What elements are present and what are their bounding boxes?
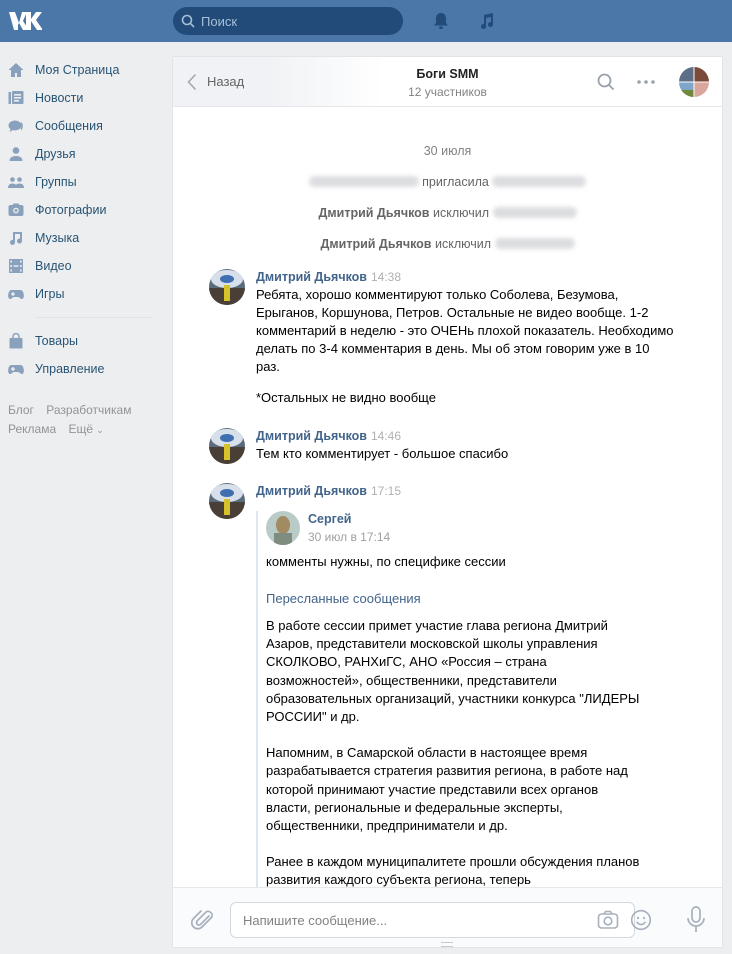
author-avatar[interactable] bbox=[209, 428, 245, 464]
sidebar-item-groups[interactable] bbox=[0, 168, 160, 196]
back-label: Назад bbox=[207, 74, 245, 89]
sidebar-item-label: Моя Страница bbox=[35, 63, 120, 77]
sidebar-item-label: Видео bbox=[35, 259, 72, 273]
nested-forwarded-text bbox=[266, 617, 646, 887]
more-icon[interactable] bbox=[635, 74, 657, 90]
sidebar-item-label: Музыка bbox=[35, 231, 80, 245]
forwarded-author[interactable]: Сергей bbox=[308, 512, 352, 526]
microphone-icon[interactable] bbox=[685, 906, 707, 934]
vk-logo-icon[interactable] bbox=[8, 9, 42, 33]
top-bar bbox=[0, 0, 732, 42]
author-avatar[interactable] bbox=[209, 483, 245, 519]
sidebar-item-label: Управление bbox=[35, 362, 105, 376]
message-paragraph: Тем кто комментирует - большое спасибо bbox=[256, 446, 509, 461]
message-text bbox=[256, 286, 676, 407]
message-time[interactable]: 14:46 bbox=[371, 429, 402, 443]
chat-window bbox=[172, 56, 723, 948]
message-author[interactable]: Дмитрий Дьячков bbox=[256, 429, 367, 443]
message-history[interactable] bbox=[173, 107, 722, 887]
service-actor[interactable]: Дмитрий Дьячков bbox=[320, 237, 432, 251]
footer-link-blog[interactable]: Блог bbox=[8, 403, 34, 417]
sidebar-item-label: Сообщения bbox=[35, 119, 103, 133]
bag-icon bbox=[8, 333, 24, 349]
sidebar-item-my-page[interactable] bbox=[0, 56, 160, 84]
paperclip-icon[interactable] bbox=[191, 908, 215, 932]
chevron-down-icon: ⌄ bbox=[96, 425, 104, 435]
date-separator: 30 июля bbox=[423, 144, 472, 158]
message-paragraph: Ребята, хорошо комментируют только Соболева, Безумова, Ерыганов, Коршунова, Петров. Остальные не видео вообще. 1-2 комментарий в неделю - это ОЧЕНь плохой показатель. Необходимо делать по 3-4 комментария в день. Мы об этом говорим уже в 10 раз. bbox=[256, 287, 674, 374]
forwarded-author-avatar[interactable] bbox=[266, 511, 300, 545]
message-input[interactable] bbox=[230, 902, 635, 938]
footer-link-more[interactable] bbox=[68, 422, 103, 436]
sidebar-footer bbox=[0, 401, 160, 440]
chat-avatar[interactable] bbox=[679, 67, 709, 97]
sidebar-item-label: Друзья bbox=[35, 147, 76, 161]
nested-forwarded-link[interactable]: Пересланные сообщения bbox=[266, 591, 421, 606]
home-icon bbox=[8, 62, 24, 78]
footer-link-ads[interactable]: Реклама bbox=[8, 422, 57, 436]
camera-icon bbox=[8, 202, 24, 218]
sidebar bbox=[0, 56, 160, 440]
sidebar-item-label: Группы bbox=[35, 175, 77, 189]
sidebar-item-music[interactable] bbox=[0, 224, 160, 252]
search-icon[interactable] bbox=[597, 73, 615, 91]
bell-icon[interactable] bbox=[431, 11, 451, 31]
nested-paragraph: Напомним, в Самарской области в настоящее время разрабатывается стратегия развития региона, в работе над которой принимают участие представили всех органов власти, региональные и федеральные эксперты, общественники, предприниматели и др. bbox=[266, 745, 628, 834]
author-avatar[interactable] bbox=[209, 269, 245, 305]
friend-icon bbox=[8, 146, 24, 162]
message-text bbox=[256, 445, 676, 463]
message-time[interactable]: 17:15 bbox=[371, 484, 402, 498]
nested-paragraph: В работе сессии примет участие глава региона Дмитрий Азаров, представители московской школы управления СКОЛКОВО, РАНХиГС, АНО «Россия – страна возможностей», общественники, представители образовательных организаций, участники конкурса "ЛИДЕРЫ РОССИИ" и др. bbox=[266, 618, 640, 725]
participants-count[interactable]: 12 участников bbox=[408, 85, 487, 99]
sidebar-item-label: Игры bbox=[35, 287, 65, 301]
sidebar-item-friends[interactable] bbox=[0, 140, 160, 168]
message-input-placeholder: Напишите сообщение... bbox=[243, 912, 388, 928]
message-author[interactable]: Дмитрий Дьячков bbox=[256, 484, 367, 498]
gamepad-icon bbox=[8, 361, 24, 377]
sidebar-item-messages[interactable] bbox=[0, 112, 160, 140]
chat-header bbox=[173, 57, 722, 107]
message-author[interactable]: Дмитрий Дьячков bbox=[256, 270, 367, 284]
service-actor[interactable]: Дмитрий Дьячков bbox=[318, 206, 430, 220]
forwarded-text: комменты нужны, по специфике сессии bbox=[266, 554, 506, 569]
sidebar-item-management[interactable] bbox=[0, 355, 160, 383]
search-icon bbox=[181, 14, 195, 28]
gamepad-icon bbox=[8, 286, 24, 302]
footer-more-label: Ещё bbox=[68, 422, 94, 436]
sidebar-item-video[interactable] bbox=[0, 252, 160, 280]
service-message bbox=[173, 206, 722, 220]
video-icon bbox=[8, 258, 24, 274]
music-icon bbox=[8, 230, 24, 246]
groups-icon bbox=[8, 174, 24, 190]
forwarded-message bbox=[256, 511, 646, 887]
blurred-name bbox=[495, 238, 575, 249]
message-time[interactable]: 14:38 bbox=[371, 270, 402, 284]
chat-title[interactable]: Боги SMM bbox=[416, 67, 479, 81]
service-message bbox=[173, 237, 722, 251]
service-message bbox=[173, 175, 722, 189]
news-icon bbox=[8, 90, 24, 106]
search-input[interactable] bbox=[173, 7, 403, 35]
music-note-icon[interactable] bbox=[477, 11, 497, 31]
sidebar-divider bbox=[35, 317, 152, 318]
blurred-name bbox=[492, 176, 586, 187]
sidebar-item-label: Товары bbox=[35, 334, 78, 348]
blurred-name bbox=[309, 176, 419, 187]
blurred-name bbox=[493, 207, 577, 218]
sidebar-item-news[interactable] bbox=[0, 84, 160, 112]
message-paragraph: *Остальных не видно вообще bbox=[256, 390, 436, 405]
camera-icon[interactable] bbox=[597, 909, 619, 931]
service-action: пригласила bbox=[422, 175, 489, 189]
sidebar-item-label: Новости bbox=[35, 91, 84, 105]
smiley-icon[interactable] bbox=[630, 909, 652, 931]
sidebar-item-games[interactable] bbox=[0, 280, 160, 308]
nested-paragraph: Ранее в каждом муниципалитете прошли обсуждения планов развития каждого субъекта региона, теперь bbox=[266, 854, 640, 887]
sidebar-item-goods[interactable] bbox=[0, 327, 160, 355]
footer-link-developers[interactable]: Разработчикам bbox=[46, 403, 132, 417]
forwarded-date[interactable]: 30 июл в 17:14 bbox=[308, 530, 391, 544]
sidebar-item-label: Фотографии bbox=[35, 203, 107, 217]
service-action: исключил bbox=[434, 237, 492, 251]
message-composer bbox=[173, 887, 722, 948]
messages-icon bbox=[8, 118, 24, 134]
sidebar-item-photos[interactable] bbox=[0, 196, 160, 224]
resize-handle[interactable] bbox=[441, 942, 453, 947]
service-action: исключил bbox=[432, 206, 490, 220]
search-placeholder: Поиск bbox=[201, 13, 238, 29]
